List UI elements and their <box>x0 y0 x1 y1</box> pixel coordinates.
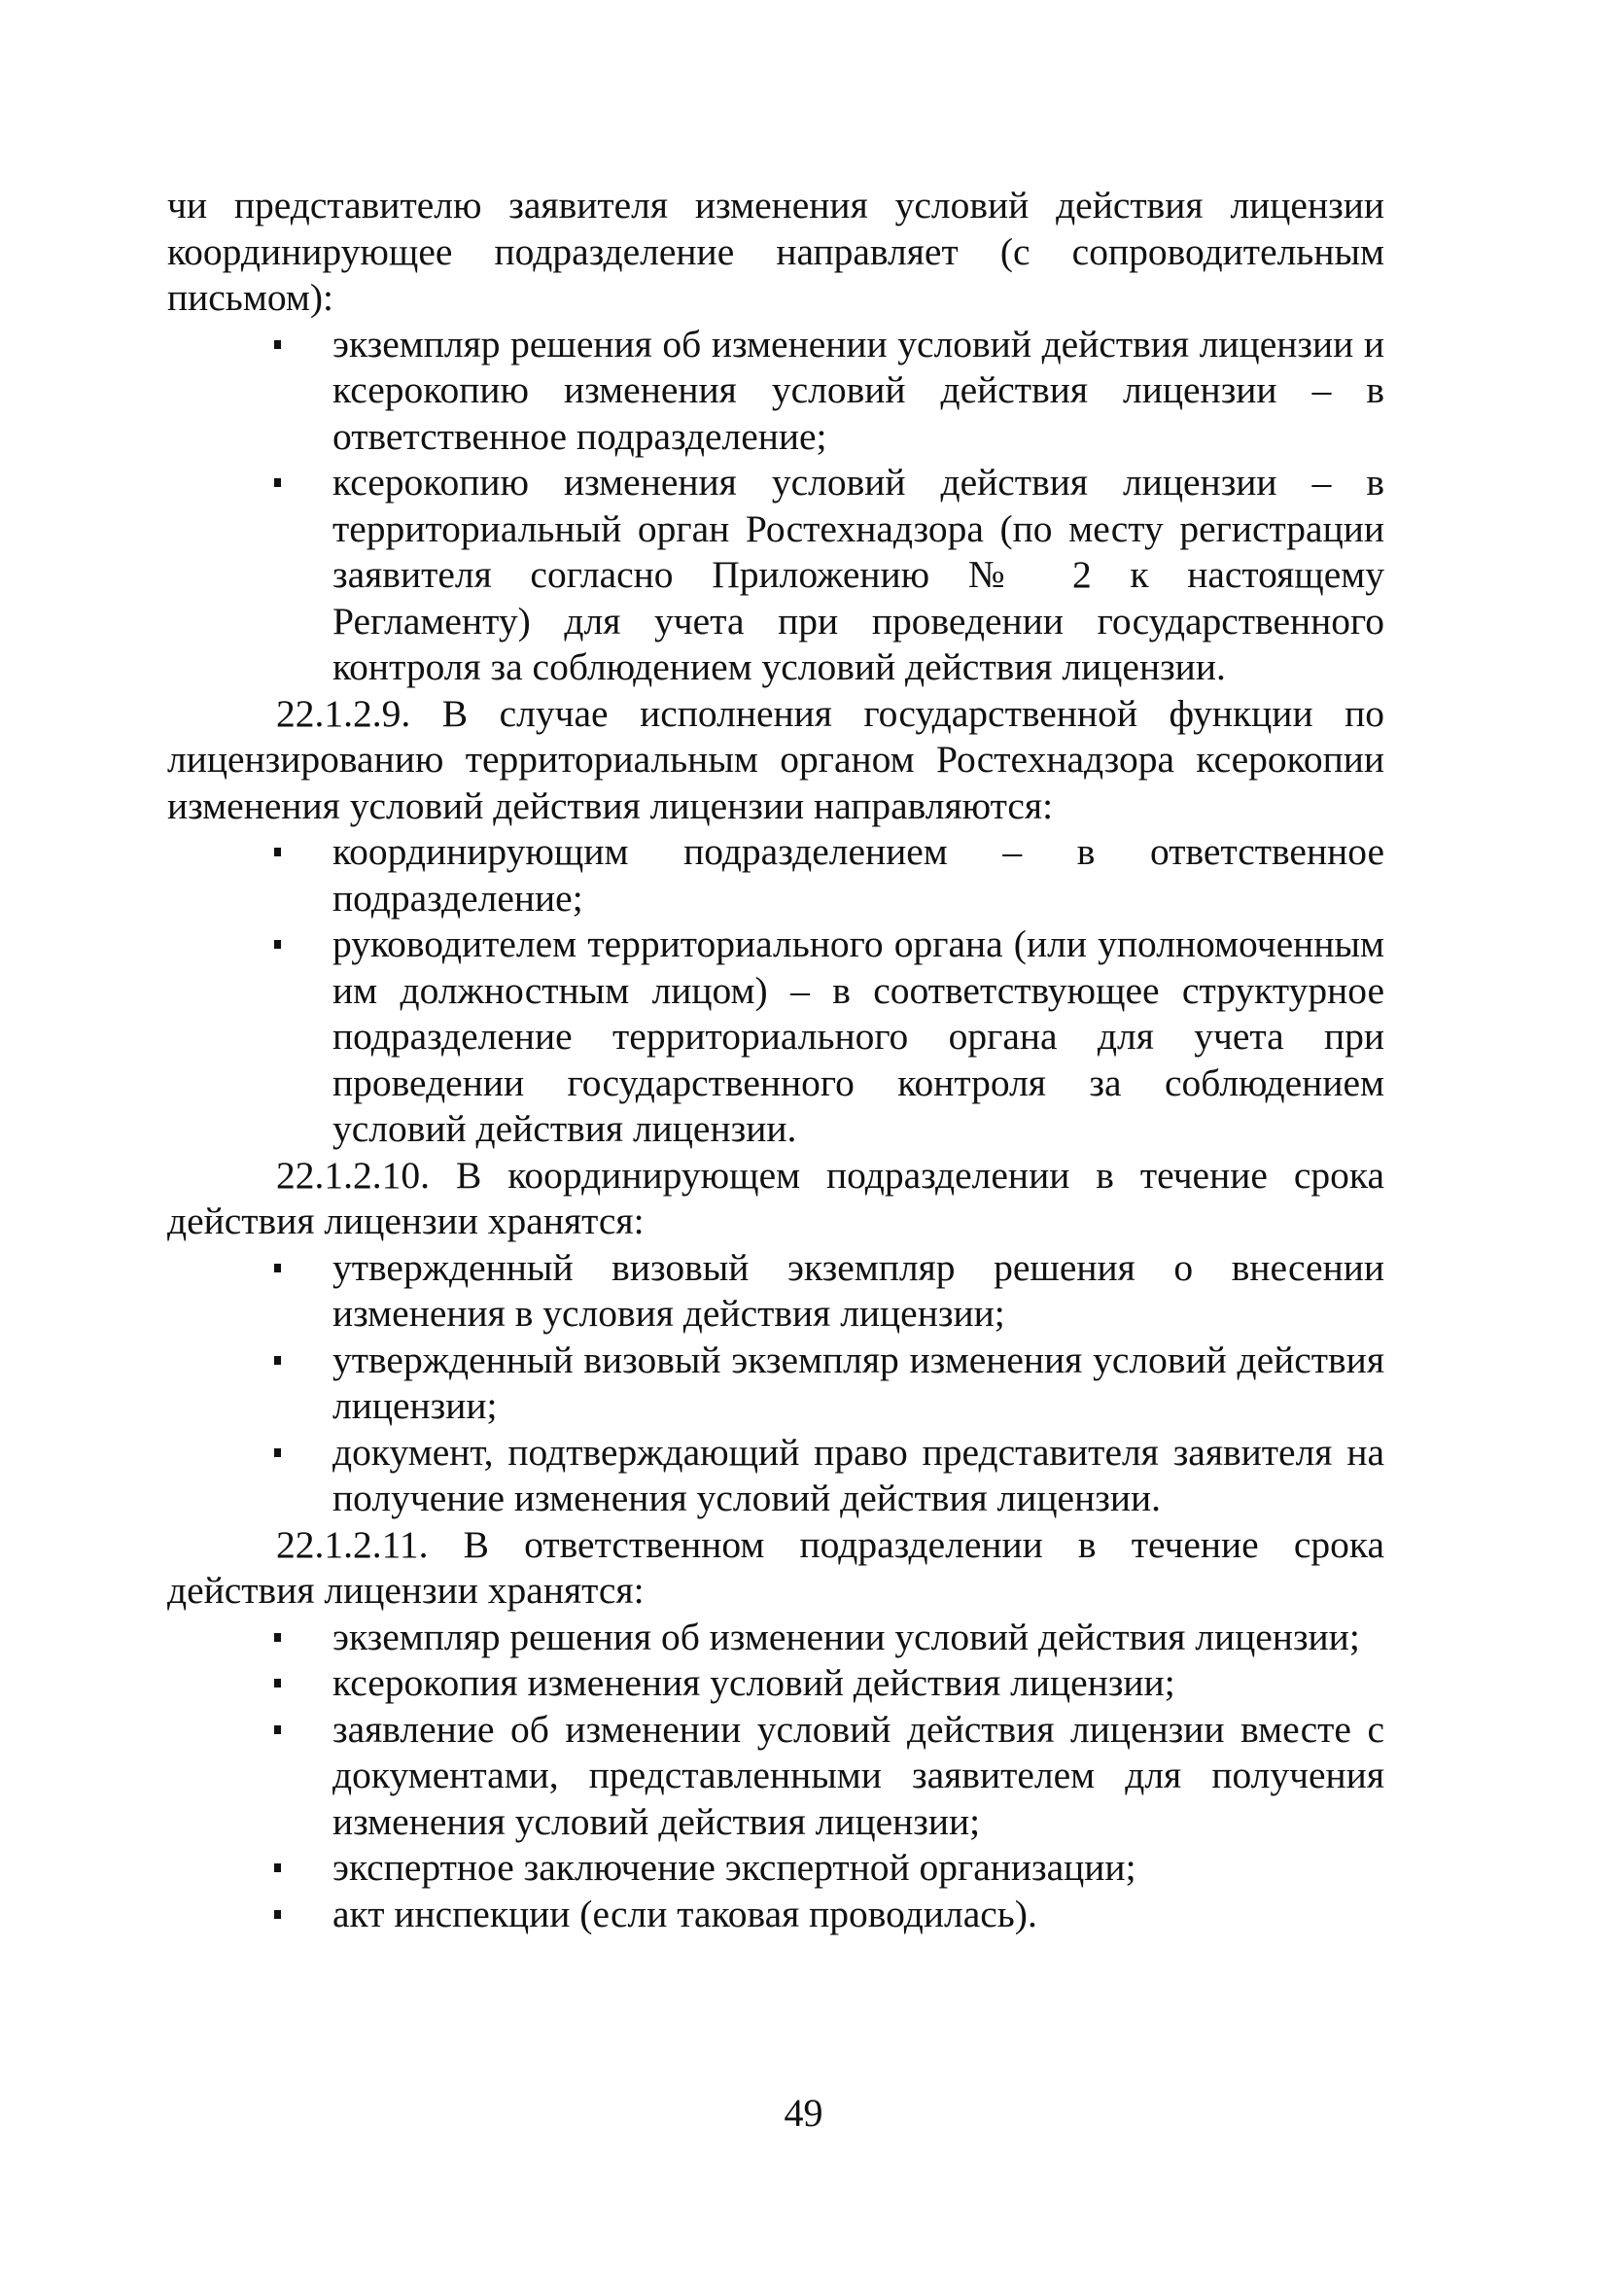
paragraph-22-1-2-9: 22.1.2.9. В случае исполнения государственной функции по лицензированию территориальным органом Ростехнадзора ксерокопии изменения условий действия лицензии направляются: <box>167 691 1384 827</box>
list-item-text: акт инспекции (если таковая проводилась). <box>332 1892 1037 1935</box>
list-item-text: ксерокопия изменения условий действия лицензии; <box>332 1661 1175 1704</box>
list-item-text: заявление об изменении условий действия лицензии вместе с документами, представленными заявителем для получения изменения условий действия лицензии; <box>332 1707 1384 1843</box>
list-item <box>332 322 1384 461</box>
list-item-text: утвержденный визовый экземпляр изменения условий действия лицензии; <box>332 1338 1384 1427</box>
list-item-text: руководителем территориального органа (или уполномоченным им должностным лицом) – в соответствующее структурное подразделение территориального органа для учета при проведении государственного контроля за соблюдением условий действия лицензии. <box>332 922 1384 1150</box>
bullet-list-22-1-2-9 <box>167 829 1384 1153</box>
opening-paragraph: чи представителю заявителя изменения условий действия лицензии координирующее подразделение направляет (с сопроводительным письмом): <box>167 184 1384 319</box>
list-item <box>332 1660 1384 1707</box>
list-item <box>332 460 1384 691</box>
bullet-list-22-1-2-10 <box>167 1245 1384 1522</box>
list-item <box>332 829 1384 922</box>
list-item <box>332 1845 1384 1892</box>
list-item-text: документ, подтверждающий право представителя заявителя на получение изменения условий действия лицензии. <box>332 1430 1384 1519</box>
list-item-text: ксерокопию изменения условий действия лицензии – в территориальный орган Ростехнадзора (по месту регистрации заявителя согласно Приложению № 2 к настоящему Регламенту) для учета при проведении государственного контроля за соблюдением условий действия лицензии. <box>332 461 1384 688</box>
bullet-icon <box>274 478 281 487</box>
bullet-icon <box>274 340 281 349</box>
bullet-icon <box>274 1448 281 1457</box>
document-body <box>167 183 1384 1937</box>
list-item <box>332 922 1384 1153</box>
list-item-text: координирующим подразделением – в ответственное подразделение; <box>332 830 1384 920</box>
bullet-icon <box>274 940 281 949</box>
bullet-list-22-1-2-11 <box>167 1615 1384 1938</box>
bullet-icon <box>274 1679 281 1687</box>
bullet-icon <box>274 1633 281 1642</box>
list-item <box>332 1245 1384 1338</box>
bullet-icon <box>274 848 281 856</box>
list-item-text: утвержденный визовый экземпляр решения о внесении изменения в условия действия лицензии; <box>332 1245 1384 1335</box>
list-item <box>332 1615 1384 1661</box>
bullet-icon <box>274 1863 281 1872</box>
bullet-icon <box>274 1725 281 1734</box>
page-number: 49 <box>784 2091 823 2135</box>
list-item <box>332 1707 1384 1846</box>
list-item-text: экземпляр решения об изменении условий действия лицензии и ксерокопию изменения условий действия лицензии – в ответственное подразделение; <box>332 322 1384 458</box>
paragraph-22-1-2-10: 22.1.2.10. В координирующем подразделении в течение срока действия лицензии хранятся: <box>167 1153 1384 1242</box>
list-item <box>332 1338 1384 1430</box>
bullet-icon <box>274 1264 281 1272</box>
paragraph-22-1-2-11: 22.1.2.11. В ответственном подразделении в течение срока действия лицензии хранятся: <box>167 1522 1384 1612</box>
list-item <box>332 1892 1384 1938</box>
bullet-icon <box>274 1356 281 1365</box>
bullet-icon <box>274 1910 281 1919</box>
opening-bullet-list <box>167 322 1384 691</box>
list-item-text: экспертное заключение экспертной организации; <box>332 1846 1136 1889</box>
list-item-text: экземпляр решения об изменении условий действия лицензии; <box>332 1615 1360 1658</box>
list-item <box>332 1430 1384 1522</box>
